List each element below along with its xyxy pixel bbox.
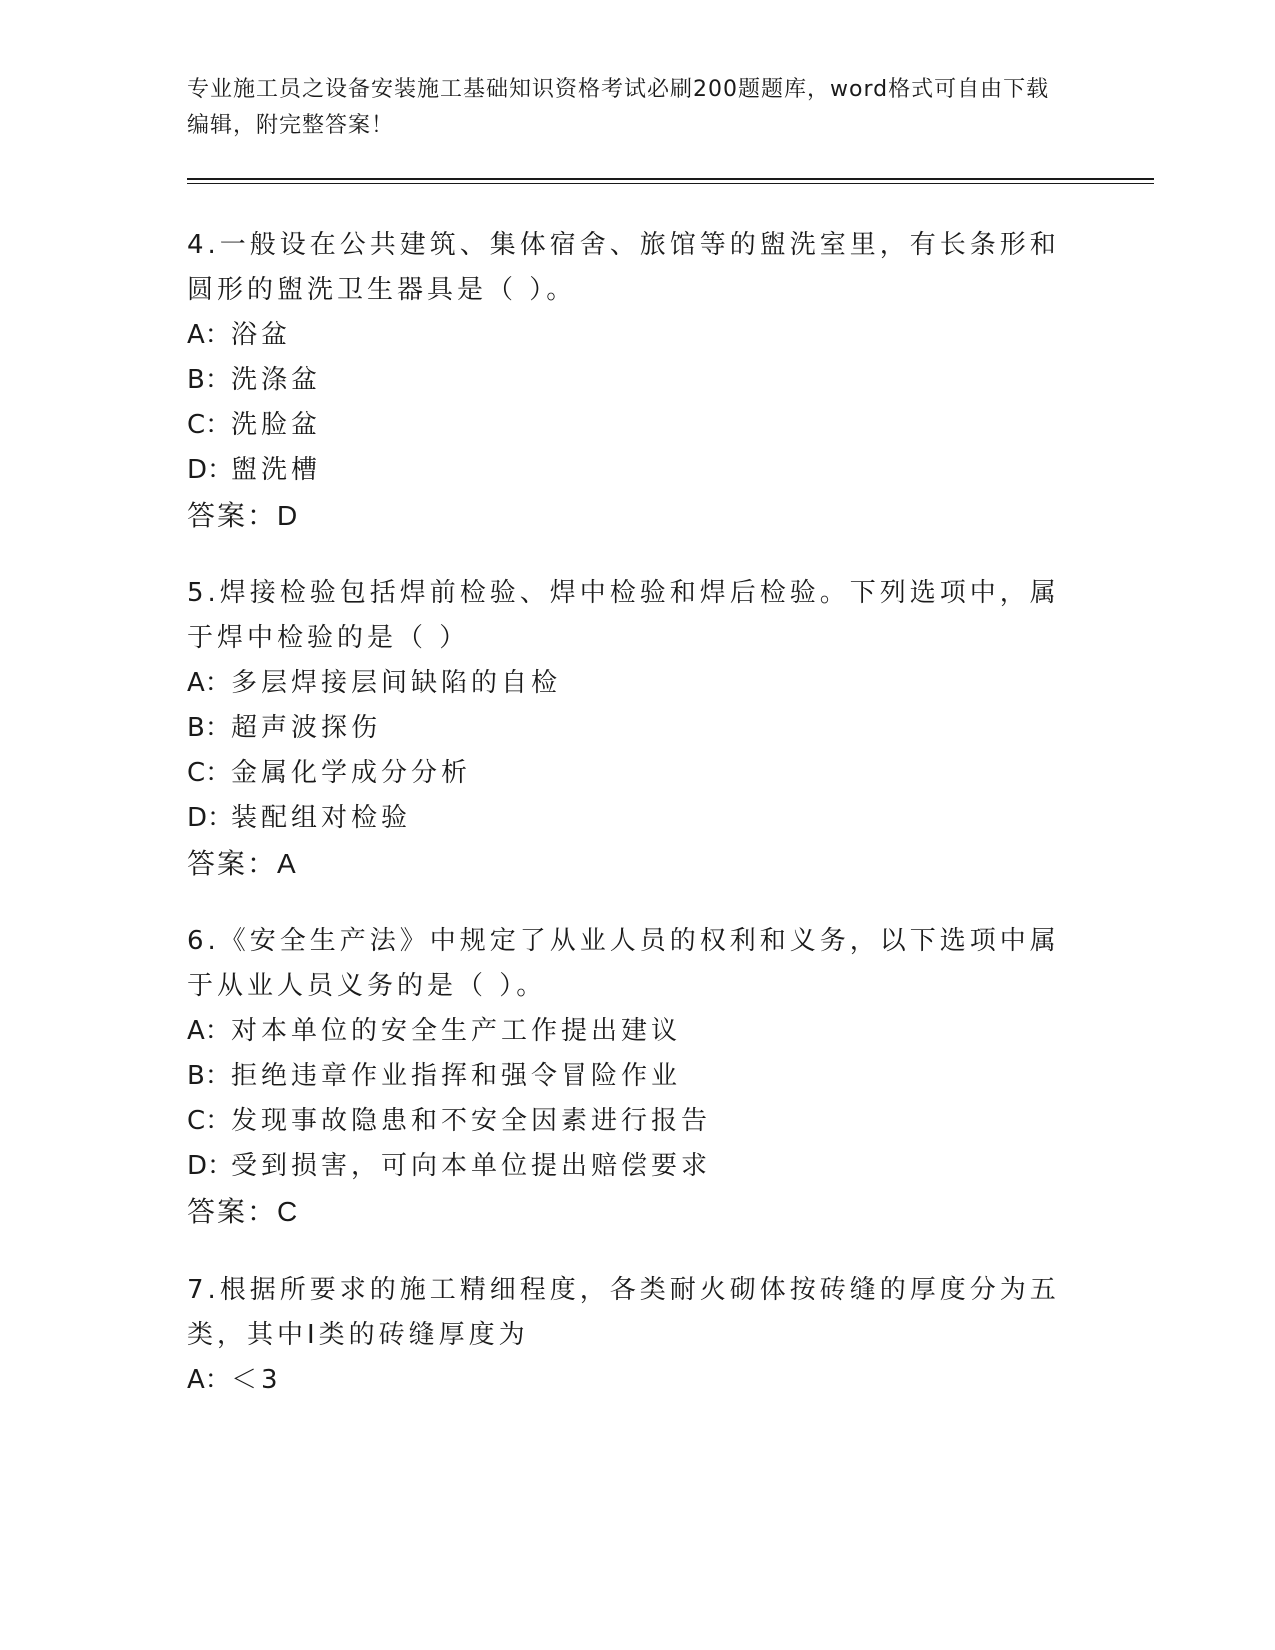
answer-label: 答案： (187, 500, 278, 531)
option-b (187, 1054, 1067, 1099)
answer-line (187, 841, 1067, 887)
option-b (187, 706, 1067, 751)
header-divider (187, 178, 1154, 184)
question-text: 6.《安全生产法》中规定了从业人员的权利和义务，以下选项中属于从业人员义务的是（ ）。 (187, 926, 1060, 1001)
option-text: 盥洗槽 (231, 455, 322, 485)
option-key: B： (187, 365, 231, 395)
answer-line (187, 493, 1067, 539)
option-key: C： (187, 1106, 232, 1136)
question-5 (187, 571, 1067, 887)
answer-value: D (277, 500, 298, 531)
option-c (187, 1099, 1067, 1144)
option-key: B： (187, 713, 231, 743)
answer-value: C (277, 1196, 298, 1227)
option-text: 超声波探伤 (231, 713, 382, 743)
option-key: D： (187, 455, 234, 485)
option-key: D： (187, 803, 234, 833)
option-d (187, 448, 1067, 493)
option-key: C： (187, 758, 232, 788)
option-text: 多层焊接层间缺陷的自检 (231, 668, 562, 698)
question-4 (187, 223, 1067, 539)
option-text: 发现事故隐患和不安全因素进行报告 (231, 1106, 712, 1136)
option-key: A： (187, 1365, 231, 1395)
option-a (187, 661, 1067, 706)
option-text: 洗涤盆 (231, 365, 322, 395)
option-text: 浴盆 (231, 320, 292, 350)
option-text: 受到损害，可向本单位提出赔偿要求 (231, 1151, 712, 1181)
question-7 (187, 1268, 1067, 1403)
option-key: C： (187, 410, 232, 440)
option-text: 洗脸盆 (231, 410, 322, 440)
answer-value: A (277, 848, 296, 879)
option-text: 对本单位的安全生产工作提出建议 (231, 1016, 682, 1046)
option-key: A： (187, 1016, 231, 1046)
question-text: 5.焊接检验包括焊前检验、焊中检验和焊后检验。下列选项中，属于焊中检验的是（ ） (187, 578, 1060, 653)
answer-line (187, 1189, 1067, 1235)
option-key: B： (187, 1061, 231, 1091)
option-a (187, 1358, 1067, 1403)
option-c (187, 751, 1067, 796)
option-a (187, 1009, 1067, 1054)
option-d (187, 1144, 1067, 1189)
question-text: 4.一般设在公共建筑、集体宿舍、旅馆等的盥洗室里，有长条形和圆形的盥洗卫生器具是（ ）。 (187, 230, 1060, 305)
option-a (187, 313, 1067, 358)
option-b (187, 358, 1067, 403)
option-text: ＜3 (231, 1365, 282, 1395)
option-c (187, 403, 1067, 448)
answer-label: 答案： (187, 1196, 278, 1227)
document-header: 专业施工员之设备安装施工基础知识资格考试必刷200题题库，word格式可自由下载编辑，附完整答案！ (187, 77, 1050, 138)
option-key: A： (187, 320, 231, 350)
question-text: 7.根据所要求的施工精细程度，各类耐火砌体按砖缝的厚度分为五类，其中Ⅰ类的砖缝厚度为 (187, 1275, 1060, 1350)
option-text: 金属化学成分分析 (231, 758, 472, 788)
option-d (187, 796, 1067, 841)
question-6 (187, 919, 1067, 1235)
option-key: A： (187, 668, 231, 698)
answer-label: 答案： (187, 848, 278, 879)
option-key: D： (187, 1151, 234, 1181)
option-text: 拒绝违章作业指挥和强令冒险作业 (231, 1061, 682, 1091)
option-text: 装配组对检验 (231, 803, 412, 833)
